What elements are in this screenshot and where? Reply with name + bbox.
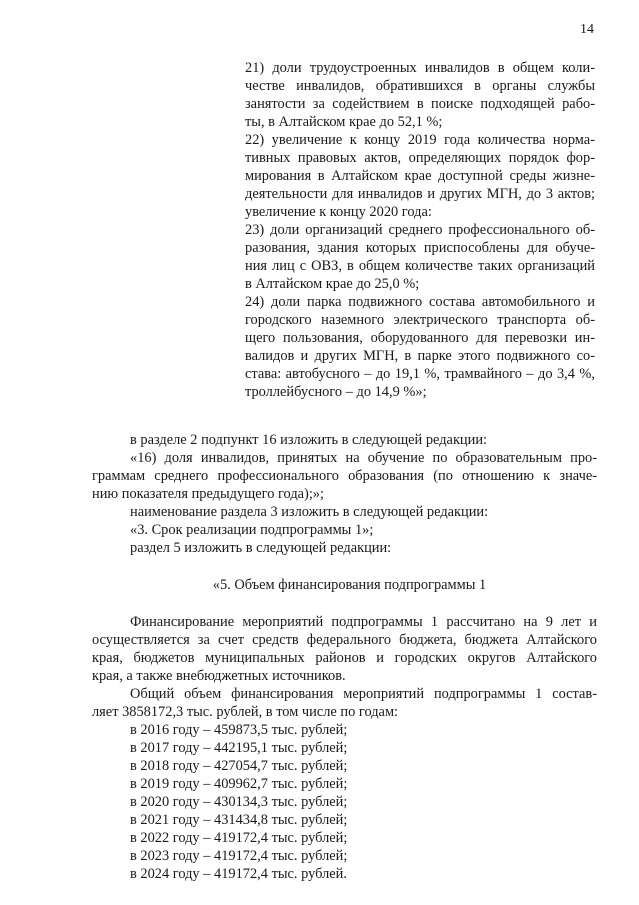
section3-title: «3. Срок реализации подпрограммы 1»; (130, 522, 374, 538)
list-line: разования, здания которых приспособлены для обуче- (245, 240, 595, 256)
list-line: честве инвалидов, обратившихся в органы службы (245, 78, 595, 94)
year-item: в 2020 году – 430134,3 тыс. рублей; (130, 794, 348, 810)
section5-heading: «5. Объем финансирования подпрограммы 1 (212, 577, 487, 593)
year-item: в 2017 году – 442195,1 тыс. рублей; (130, 740, 348, 756)
list-line: деятельности для инвалидов и других МГН, до 3 актов; (245, 186, 595, 202)
financing-line: Финансирование мероприятий подпрограммы 1 рассчитано на 9 лет и (130, 614, 597, 630)
list-line: мирования в Алтайском крае доступной среды жизне- (245, 168, 595, 184)
total-line: Общий объем финансирования мероприятий подпрограммы 1 состав- (130, 686, 597, 702)
year-item: в 2019 году – 409962,7 тыс. рублей; (130, 776, 348, 792)
financing-line: края, бюджетов муниципальных районов и городских округов Алтайского (92, 650, 597, 666)
section5-intro: раздел 5 изложить в следующей редакции: (130, 540, 392, 556)
section2-intro: в разделе 2 подпункт 16 изложить в следующей редакции: (130, 432, 488, 448)
list-line: 24) доли парка подвижного состава автомобильного и (245, 294, 595, 310)
total-line: ляет 3858172,3 тыс. рублей, в том числе по годам: (92, 704, 399, 720)
list-line: 22) увеличение к концу 2019 года количества норма- (245, 132, 595, 148)
year-item: в 2022 году – 419172,4 тыс. рублей; (130, 830, 348, 846)
item16-line: граммам среднего профессионального образования (по отношению к значе- (92, 468, 597, 484)
list-line: ты, в Алтайском крае до 52,1 %; (245, 114, 443, 130)
list-line: 23) доли организаций среднего профессионального об- (245, 222, 595, 238)
year-item: в 2016 году – 459873,5 тыс. рублей; (130, 722, 348, 738)
list-line: тивных правовых актов, определяющих порядок фор- (245, 150, 595, 166)
list-line: троллейбусного – до 14,9 %»; (245, 384, 427, 400)
year-item: в 2018 году – 427054,7 тыс. рублей; (130, 758, 348, 774)
list-line: щего пользования, оборудованного для перевозки ин- (245, 330, 595, 346)
section3-intro: наименование раздела 3 изложить в следующей редакции: (130, 504, 489, 520)
list-line: в Алтайском крае до 25,0 %; (245, 276, 420, 292)
page-number: 14 (580, 22, 594, 37)
list-line: става: автобусного – до 19,1 %, трамвайного – до 3,4 %, (245, 366, 595, 382)
financing-line: осуществляется за счет средств федерального бюджета, бюджета Алтайского (92, 632, 597, 648)
list-line: валидов и других МГН, в парке этого подвижного со- (245, 348, 595, 364)
item16-line: нию показателя предыдущего года);»; (92, 486, 325, 502)
item16-line: «16) доля инвалидов, принятых на обучение по образовательным про- (130, 450, 597, 466)
list-line: 21) доли трудоустроенных инвалидов в общем коли- (245, 60, 595, 76)
list-line: занятости за содействием в поиске подходящей рабо- (245, 96, 595, 112)
list-line: увеличение к концу 2020 года: (245, 204, 432, 220)
year-item: в 2021 году – 431434,8 тыс. рублей; (130, 812, 348, 828)
year-item: в 2024 году – 419172,4 тыс. рублей. (130, 866, 347, 882)
financing-line: края, а также внебюджетных источников. (92, 668, 346, 684)
list-line: ния лиц с ОВЗ, в общем количестве таких организаций (245, 258, 595, 274)
year-item: в 2023 году – 419172,4 тыс. рублей; (130, 848, 348, 864)
list-line: городского наземного электрического транспорта об- (245, 312, 595, 328)
